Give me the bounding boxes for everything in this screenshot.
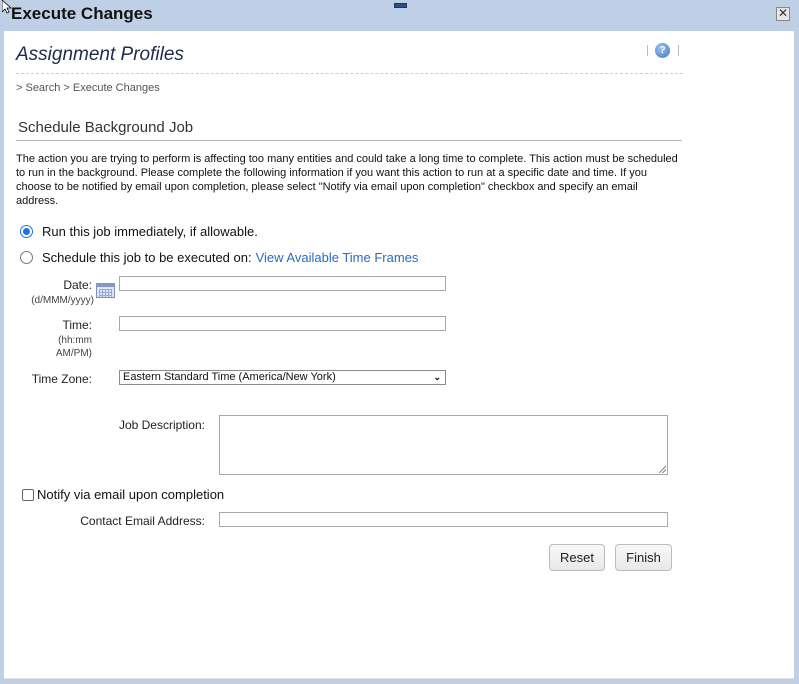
job-description-textarea[interactable] xyxy=(219,415,668,475)
resize-handle-icon[interactable] xyxy=(659,466,666,473)
time-format-hint-2: AM/PM) xyxy=(55,348,92,359)
minimize-icon[interactable] xyxy=(394,3,407,8)
view-time-frames-link[interactable]: View Available Time Frames xyxy=(255,250,419,265)
divider xyxy=(16,140,682,141)
timezone-label: Time Zone: xyxy=(31,372,92,386)
run-immediately-label: Run this job immediately, if allowable. xyxy=(42,224,258,239)
notify-checkbox[interactable] xyxy=(22,489,34,501)
help-area xyxy=(647,43,683,59)
breadcrumb: > Search > Execute Changes xyxy=(16,82,160,94)
page-title: Assignment Profiles xyxy=(16,44,184,65)
reset-button[interactable]: Reset xyxy=(549,544,605,571)
window-border xyxy=(794,31,799,684)
divider xyxy=(16,73,683,74)
date-format-hint: (d/MMM/yyyy) xyxy=(31,295,94,306)
timezone-select[interactable] xyxy=(119,370,446,385)
run-immediately-option[interactable] xyxy=(20,224,258,239)
calendar-icon[interactable] xyxy=(96,283,115,298)
timezone-selected-value: Eastern Standard Time (America/New York) xyxy=(123,371,336,383)
time-format-hint-1: (hh:mm xyxy=(58,335,92,346)
job-description-label: Job Description: xyxy=(118,418,205,432)
window-titlebar xyxy=(0,0,799,31)
finish-button[interactable]: Finish xyxy=(615,544,672,571)
close-icon[interactable]: ✕ xyxy=(777,6,789,20)
mouse-cursor-icon xyxy=(2,0,12,14)
schedule-label: Schedule this job to be executed on: xyxy=(42,250,252,265)
separator xyxy=(678,45,679,56)
email-input[interactable] xyxy=(219,512,668,527)
schedule-option[interactable] xyxy=(20,250,418,265)
window-title: Execute Changes xyxy=(11,4,153,23)
time-label: Time: xyxy=(62,318,92,332)
email-label: Contact Email Address: xyxy=(80,514,205,528)
intro-text: The action you are trying to perform is affecting too many entities and could take a long time to complete. This action must be scheduled to run in the background. Please complete the following information if you want this action to run at a specific date and time. If you choose to be notified by email upon completion, please select "Notify via email upon completion" checkbox and specify an email address. xyxy=(16,153,678,207)
schedule-radio[interactable] xyxy=(20,251,33,264)
chevron-down-icon: ⌄ xyxy=(433,372,441,382)
section-title: Schedule Background Job xyxy=(18,119,194,136)
help-icon[interactable]: ? xyxy=(655,43,670,58)
dialog-content xyxy=(4,31,794,679)
date-input[interactable] xyxy=(119,276,446,291)
separator xyxy=(647,45,648,56)
notify-label: Notify via email upon completion xyxy=(37,487,225,502)
notify-option[interactable] xyxy=(22,487,224,502)
run-immediately-radio[interactable] xyxy=(20,225,33,238)
time-input[interactable] xyxy=(119,316,446,331)
date-label: Date: xyxy=(63,278,92,292)
